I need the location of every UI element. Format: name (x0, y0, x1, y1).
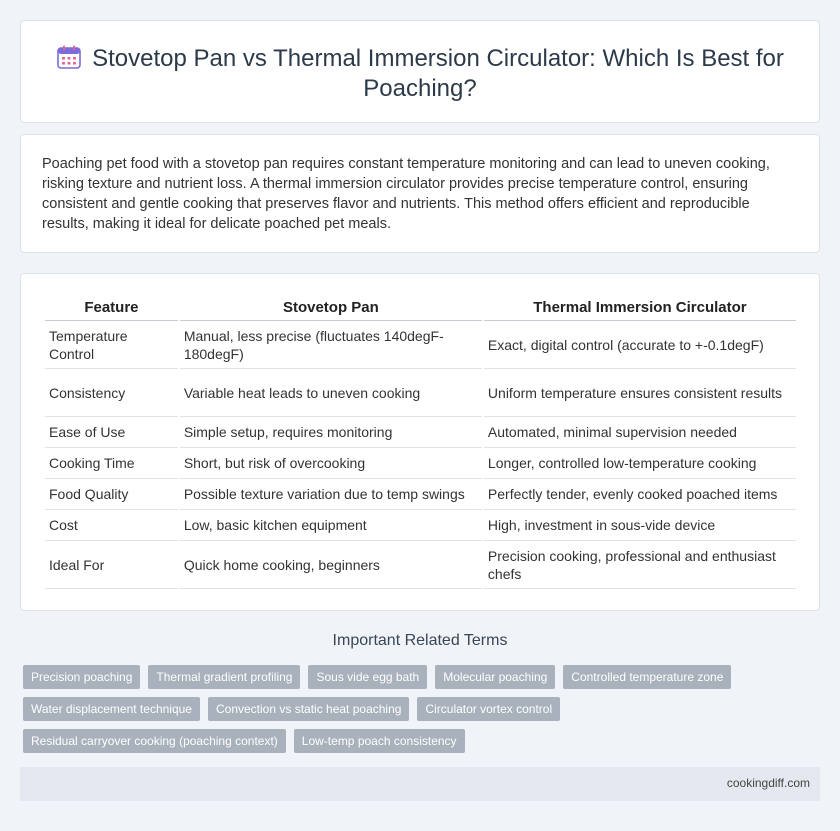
row-circulator-value: Perfectly tender, evenly cooked poached items (484, 479, 796, 510)
calendar-icon (56, 44, 82, 70)
term-tag[interactable]: Controlled temperature zone (563, 665, 731, 689)
table-row (45, 417, 796, 448)
row-feature: Cooking Time (45, 448, 178, 479)
intro-card (20, 134, 820, 253)
row-circulator-value: Precision cooking, professional and enthusiast chefs (484, 541, 796, 589)
row-stovetop-value: Possible texture variation due to temp swings (180, 479, 482, 510)
row-circulator-value: Uniform temperature ensures consistent results (484, 369, 796, 417)
term-tag[interactable]: Molecular poaching (435, 665, 555, 689)
row-feature: Cost (45, 510, 178, 541)
row-circulator-value: Automated, minimal supervision needed (484, 417, 796, 448)
term-tag[interactable]: Thermal gradient profiling (148, 665, 300, 689)
table-row (45, 448, 796, 479)
row-feature: Food Quality (45, 479, 178, 510)
term-tag[interactable]: Circulator vortex control (417, 697, 560, 721)
term-tag[interactable]: Water displacement technique (23, 697, 200, 721)
row-stovetop-value: Quick home cooking, beginners (180, 541, 482, 589)
row-circulator-value: Exact, digital control (accurate to +-0.1degF) (484, 321, 796, 369)
row-circulator-value: Longer, controlled low-temperature cooking (484, 448, 796, 479)
table-row (45, 479, 796, 510)
related-terms-heading: Important Related Terms (332, 632, 508, 649)
row-feature: Consistency (45, 369, 178, 417)
related-terms-list (23, 665, 823, 761)
term-tag[interactable]: Convection vs static heat poaching (208, 697, 409, 721)
table-row (45, 321, 796, 369)
footer (20, 767, 820, 801)
row-stovetop-value: Simple setup, requires monitoring (180, 417, 482, 448)
row-feature: Temperature Control (45, 321, 178, 369)
comparison-table (43, 296, 798, 589)
row-stovetop-value: Manual, less precise (fluctuates 140degF-180degF) (180, 321, 482, 369)
row-stovetop-value: Low, basic kitchen equipment (180, 510, 482, 541)
table-row (45, 510, 796, 541)
intro-paragraph: Poaching pet food with a stovetop pan requires constant temperature monitoring and can lead to uneven cooking, risking texture and nutrient loss. A thermal immersion circulator provides precise temperature control, ensuring consistent and gentle cooking that preserves flavor and nutrients. This method offers efficient and reproducible results, making it ideal for delicate poached pet meals. (42, 156, 770, 232)
title-wrap (51, 44, 789, 104)
row-stovetop-value: Variable heat leads to uneven cooking (180, 369, 482, 417)
comparison-card (20, 273, 820, 611)
page-title: Stovetop Pan vs Thermal Immersion Circulator: Which Is Best for Poaching? (92, 45, 784, 102)
row-circulator-value: High, investment in sous-vide device (484, 510, 796, 541)
table-header-row (45, 296, 796, 321)
header-feature: Feature (45, 296, 178, 321)
table-row (45, 541, 796, 589)
row-feature: Ideal For (45, 541, 178, 589)
term-tag[interactable]: Sous vide egg bath (308, 665, 427, 689)
row-stovetop-value: Short, but risk of overcooking (180, 448, 482, 479)
term-tag[interactable]: Precision poaching (23, 665, 140, 689)
title-card (20, 20, 820, 123)
term-tag[interactable]: Low-temp poach consistency (294, 729, 465, 753)
header-immersion-circulator: Thermal Immersion Circulator (484, 296, 796, 321)
footer-site-name[interactable]: cookingdiff.com (726, 776, 810, 790)
header-stovetop-pan: Stovetop Pan (180, 296, 482, 321)
table-row (45, 369, 796, 417)
row-feature: Ease of Use (45, 417, 178, 448)
term-tag[interactable]: Residual carryover cooking (poaching context) (23, 729, 286, 753)
